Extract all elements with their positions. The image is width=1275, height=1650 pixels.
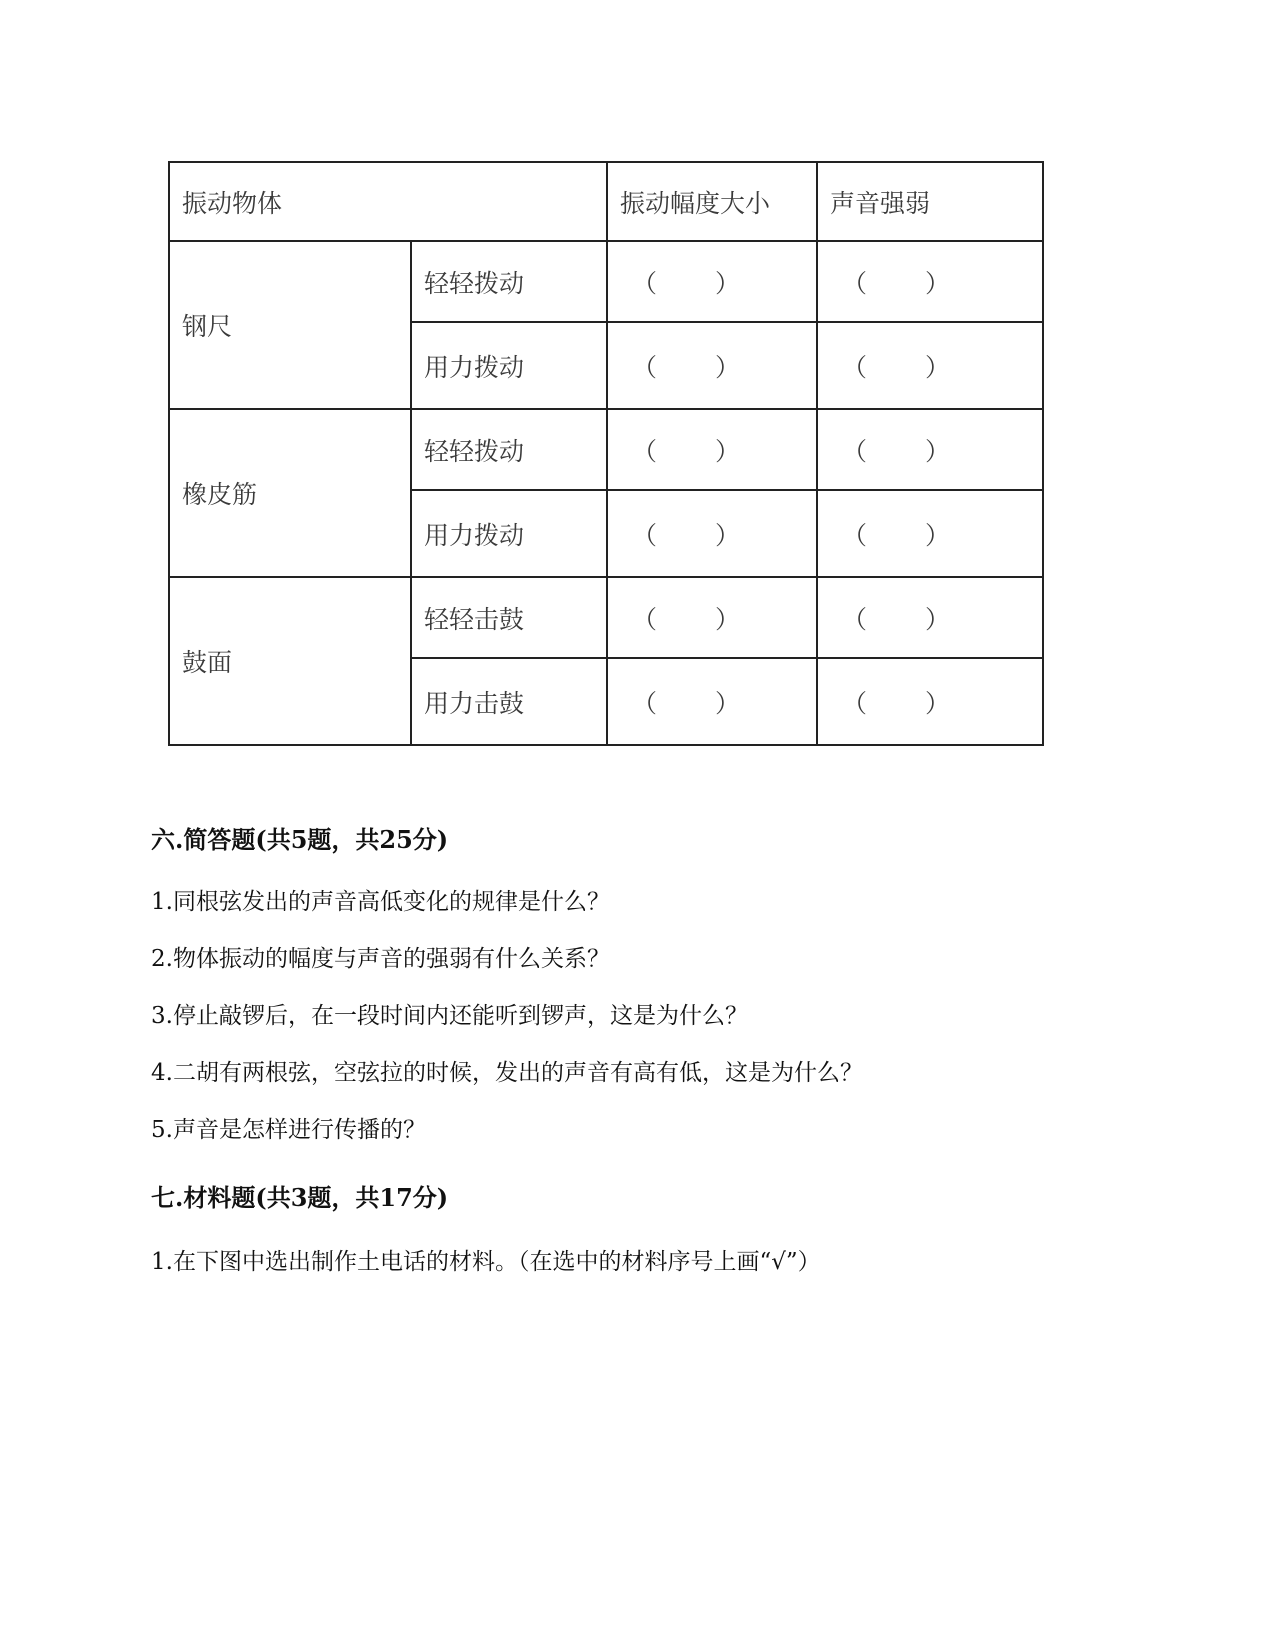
section-6-title: 六.简答题(共5题，共25分) <box>151 825 449 854</box>
table-header-row <box>169 162 1043 241</box>
paren-close: ） <box>715 436 741 466</box>
amplitude-blank <box>607 322 817 409</box>
paren-open: （ <box>842 520 868 550</box>
paren-close: ） <box>925 688 951 718</box>
object-cell: 鼓面 <box>169 577 411 745</box>
paren-open: （ <box>842 436 868 466</box>
question-7-1: 1.在下图中选出制作土电话的材料。（在选中的材料序号上画“√”） <box>151 1249 821 1275</box>
question-6-2: 2.物体振动的幅度与声音的强弱有什么关系？ <box>151 946 610 972</box>
action-cell: 用力击鼓 <box>411 658 607 745</box>
paren-open: （ <box>842 688 868 718</box>
action-cell: 用力拨动 <box>411 322 607 409</box>
question-6-1: 1.同根弦发出的声音高低变化的规律是什么？ <box>151 889 610 915</box>
paren-open: （ <box>632 520 658 550</box>
amplitude-blank <box>607 658 817 745</box>
paren-close: ） <box>715 520 741 550</box>
action-cell: 轻轻拨动 <box>411 409 607 490</box>
paren-open: （ <box>632 352 658 382</box>
paren-close: ） <box>925 520 951 550</box>
table-row <box>169 409 1043 490</box>
paren-close: ） <box>715 688 741 718</box>
amplitude-blank <box>607 577 817 658</box>
header-loudness: 声音强弱 <box>817 162 1043 241</box>
object-cell: 钢尺 <box>169 241 411 409</box>
paren-close: ） <box>715 268 741 298</box>
loudness-blank <box>817 490 1043 577</box>
loudness-blank <box>817 577 1043 658</box>
loudness-blank <box>817 658 1043 745</box>
loudness-blank <box>817 409 1043 490</box>
paren-open: （ <box>632 688 658 718</box>
paren-open: （ <box>632 268 658 298</box>
paren-open: （ <box>842 268 868 298</box>
amplitude-blank <box>607 409 817 490</box>
paren-close: ） <box>925 352 951 382</box>
paren-open: （ <box>842 352 868 382</box>
question-6-5: 5.声音是怎样进行传播的？ <box>151 1117 426 1143</box>
question-6-4: 4.二胡有两根弦，空弦拉的时候，发出的声音有高有低，这是为什么？ <box>151 1060 863 1086</box>
object-cell: 橡皮筋 <box>169 409 411 577</box>
table-row <box>169 577 1043 658</box>
amplitude-blank <box>607 490 817 577</box>
paren-close: ） <box>925 604 951 634</box>
paren-close: ） <box>925 436 951 466</box>
question-6-3: 3.停止敲锣后，在一段时间内还能听到锣声，这是为什么？ <box>151 1003 748 1029</box>
action-cell: 轻轻击鼓 <box>411 577 607 658</box>
paren-close: ） <box>925 268 951 298</box>
header-amplitude: 振动幅度大小 <box>607 162 817 241</box>
paren-open: （ <box>842 604 868 634</box>
paren-close: ） <box>715 352 741 382</box>
loudness-blank <box>817 241 1043 322</box>
header-object: 振动物体 <box>169 162 607 241</box>
section-7-title: 七.材料题(共3题，共17分) <box>151 1183 449 1212</box>
paren-close: ） <box>715 604 741 634</box>
action-cell: 轻轻拨动 <box>411 241 607 322</box>
paren-open: （ <box>632 436 658 466</box>
vibration-table <box>168 161 1044 746</box>
loudness-blank <box>817 322 1043 409</box>
action-cell: 用力拨动 <box>411 490 607 577</box>
table-row <box>169 241 1043 322</box>
paren-open: （ <box>632 604 658 634</box>
amplitude-blank <box>607 241 817 322</box>
